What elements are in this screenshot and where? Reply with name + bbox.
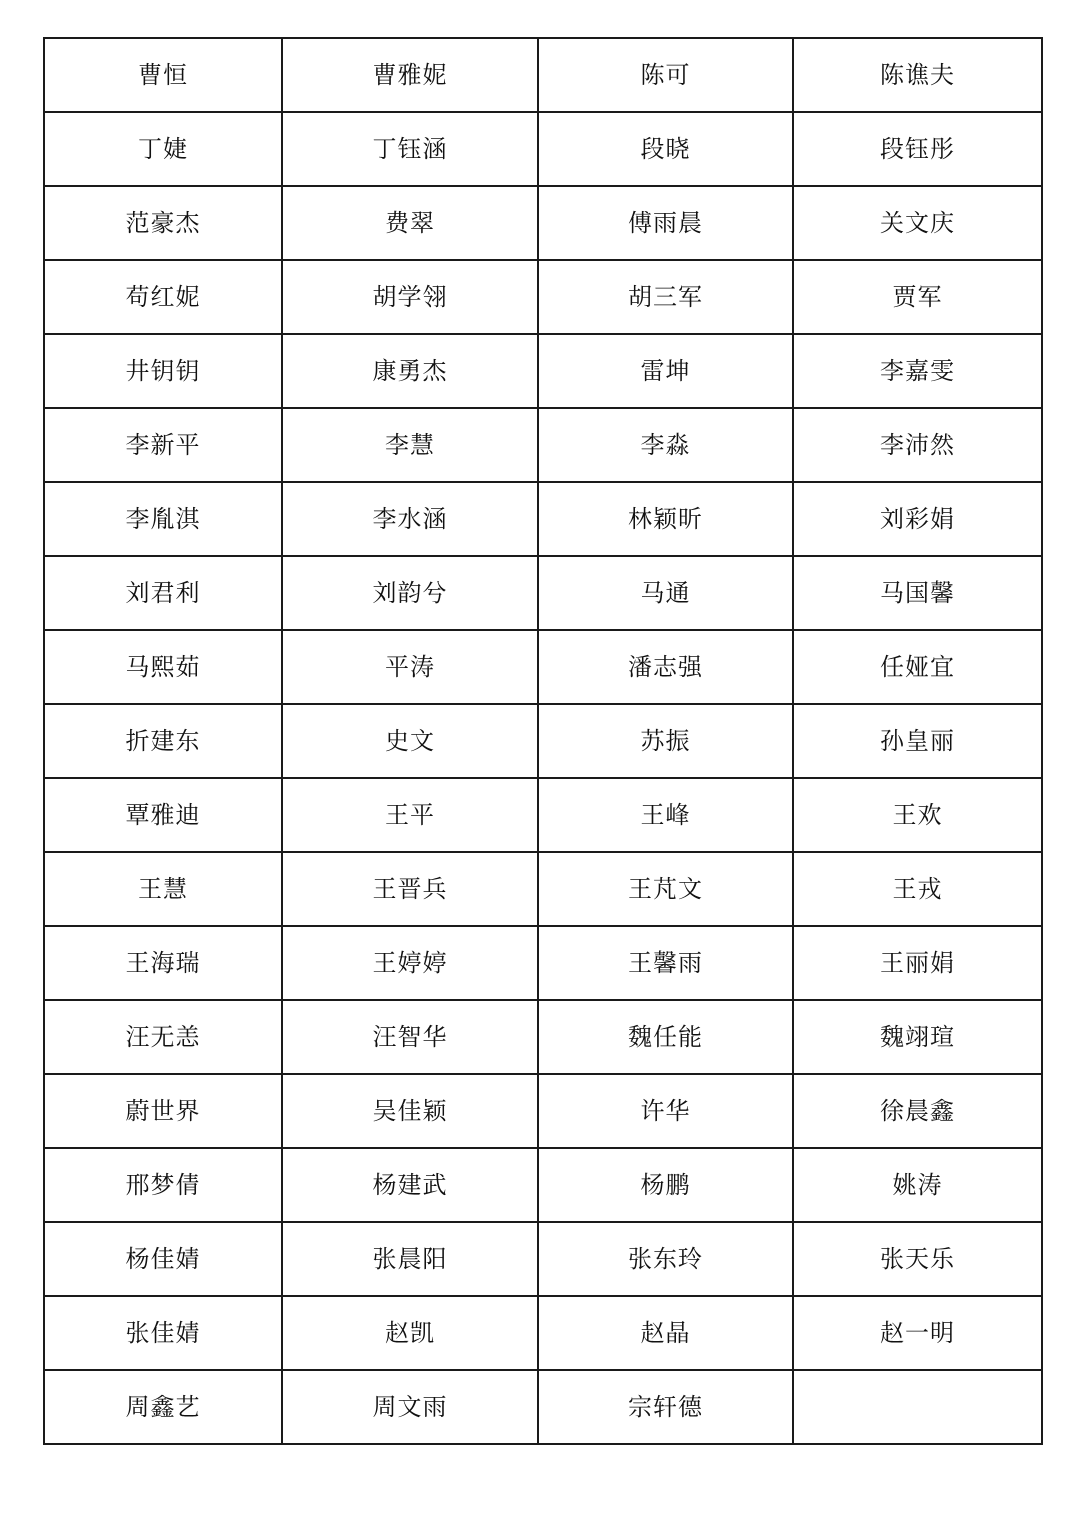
table-row <box>44 556 1042 630</box>
name-cell: 陈谯夫 <box>793 38 1042 112</box>
name-cell: 王戎 <box>793 852 1042 926</box>
name-cell: 许华 <box>538 1074 793 1148</box>
name-cell: 傅雨晨 <box>538 186 793 260</box>
table-row <box>44 334 1042 408</box>
name-cell: 关文庆 <box>793 186 1042 260</box>
name-cell: 刘韵兮 <box>282 556 538 630</box>
name-cell: 王馨雨 <box>538 926 793 1000</box>
name-cell: 任娅宜 <box>793 630 1042 704</box>
table-row <box>44 1222 1042 1296</box>
name-cell: 李水涵 <box>282 482 538 556</box>
name-cell: 林颖昕 <box>538 482 793 556</box>
name-cell: 李淼 <box>538 408 793 482</box>
name-cell: 杨鹏 <box>538 1148 793 1222</box>
name-cell: 王芃文 <box>538 852 793 926</box>
name-cell: 胡学翎 <box>282 260 538 334</box>
table-row <box>44 1296 1042 1370</box>
name-cell: 姚涛 <box>793 1148 1042 1222</box>
table-row <box>44 778 1042 852</box>
name-cell: 魏翊瑄 <box>793 1000 1042 1074</box>
table-row <box>44 926 1042 1000</box>
table-row <box>44 1000 1042 1074</box>
name-cell: 张佳婧 <box>44 1296 282 1370</box>
name-cell: 李嘉雯 <box>793 334 1042 408</box>
table-row <box>44 38 1042 112</box>
name-cell: 曹恒 <box>44 38 282 112</box>
name-cell: 张晨阳 <box>282 1222 538 1296</box>
name-cell: 王平 <box>282 778 538 852</box>
name-cell: 赵晶 <box>538 1296 793 1370</box>
name-cell: 康勇杰 <box>282 334 538 408</box>
name-cell: 周鑫艺 <box>44 1370 282 1444</box>
table-row <box>44 1074 1042 1148</box>
name-cell: 李沛然 <box>793 408 1042 482</box>
name-cell: 陈可 <box>538 38 793 112</box>
name-cell: 丁钰涵 <box>282 112 538 186</box>
name-cell: 马国馨 <box>793 556 1042 630</box>
name-cell: 段晓 <box>538 112 793 186</box>
name-cell: 范豪杰 <box>44 186 282 260</box>
name-cell: 王欢 <box>793 778 1042 852</box>
name-cell: 马通 <box>538 556 793 630</box>
name-cell: 张天乐 <box>793 1222 1042 1296</box>
name-cell: 汪智华 <box>282 1000 538 1074</box>
name-cell: 赵凯 <box>282 1296 538 1370</box>
name-cell: 胡三军 <box>538 260 793 334</box>
name-cell: 丁婕 <box>44 112 282 186</box>
name-cell: 费翠 <box>282 186 538 260</box>
table-row <box>44 112 1042 186</box>
name-cell: 刘君利 <box>44 556 282 630</box>
table-row <box>44 704 1042 778</box>
name-cell: 李胤淇 <box>44 482 282 556</box>
name-cell: 孙皇丽 <box>793 704 1042 778</box>
name-cell: 李新平 <box>44 408 282 482</box>
name-cell: 王婷婷 <box>282 926 538 1000</box>
name-cell: 覃雅迪 <box>44 778 282 852</box>
name-cell: 苏振 <box>538 704 793 778</box>
name-cell: 魏任能 <box>538 1000 793 1074</box>
name-cell: 井钥钥 <box>44 334 282 408</box>
name-cell: 李慧 <box>282 408 538 482</box>
name-cell <box>793 1370 1042 1444</box>
name-cell: 平涛 <box>282 630 538 704</box>
name-cell: 史文 <box>282 704 538 778</box>
table-row <box>44 408 1042 482</box>
name-cell: 王海瑞 <box>44 926 282 1000</box>
name-cell: 刘彩娟 <box>793 482 1042 556</box>
table-row <box>44 186 1042 260</box>
name-cell: 张东玲 <box>538 1222 793 1296</box>
table-row <box>44 260 1042 334</box>
name-cell: 潘志强 <box>538 630 793 704</box>
name-cell: 苟红妮 <box>44 260 282 334</box>
name-table <box>43 37 1043 1445</box>
name-cell: 宗轩德 <box>538 1370 793 1444</box>
table-row <box>44 630 1042 704</box>
name-cell: 汪无恙 <box>44 1000 282 1074</box>
name-cell: 周文雨 <box>282 1370 538 1444</box>
name-cell: 雷坤 <box>538 334 793 408</box>
name-cell: 杨建武 <box>282 1148 538 1222</box>
name-cell: 吴佳颖 <box>282 1074 538 1148</box>
name-cell: 贾军 <box>793 260 1042 334</box>
table-row <box>44 1148 1042 1222</box>
name-cell: 徐晨鑫 <box>793 1074 1042 1148</box>
table-row <box>44 852 1042 926</box>
name-cell: 马熙茹 <box>44 630 282 704</box>
name-cell: 蔚世界 <box>44 1074 282 1148</box>
name-cell: 邢梦倩 <box>44 1148 282 1222</box>
name-table-body <box>44 38 1042 1444</box>
name-cell: 杨佳婧 <box>44 1222 282 1296</box>
table-row <box>44 482 1042 556</box>
name-cell: 折建东 <box>44 704 282 778</box>
name-cell: 段钰彤 <box>793 112 1042 186</box>
name-cell: 王晋兵 <box>282 852 538 926</box>
name-cell: 王峰 <box>538 778 793 852</box>
table-row <box>44 1370 1042 1444</box>
name-cell: 曹雅妮 <box>282 38 538 112</box>
name-cell: 王慧 <box>44 852 282 926</box>
name-cell: 王丽娟 <box>793 926 1042 1000</box>
name-cell: 赵一明 <box>793 1296 1042 1370</box>
